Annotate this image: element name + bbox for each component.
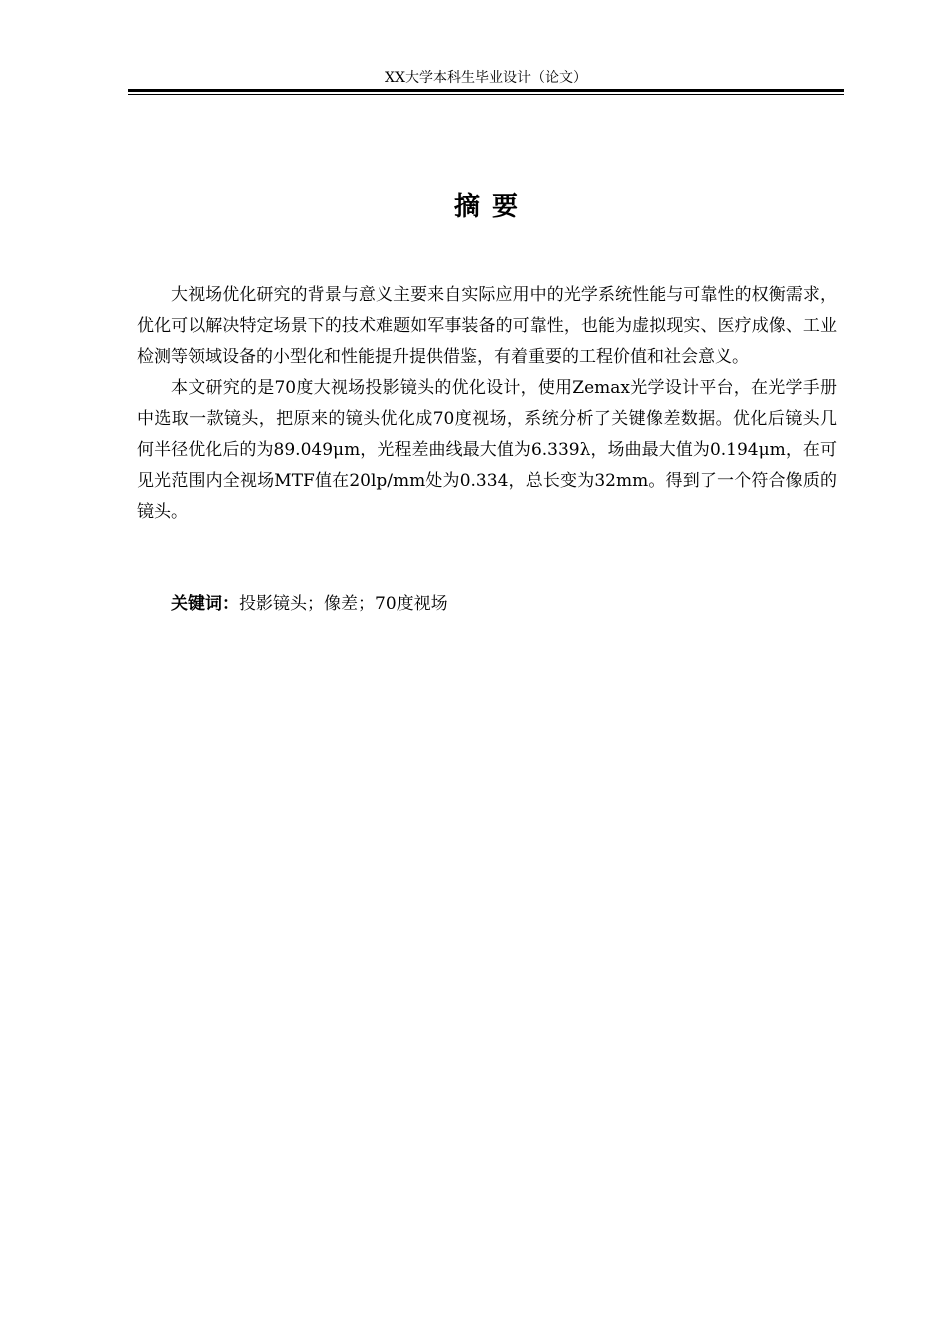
abstract-body <box>137 280 837 528</box>
header-rule-thin <box>128 94 844 95</box>
abstract-title: 摘要 <box>453 192 530 222</box>
header-rule-thick <box>128 89 844 92</box>
keywords-label: 关键词： <box>171 594 239 614</box>
running-header: XX大学本科生毕业设计（论文） <box>385 70 587 86</box>
abstract-paragraph-1: 大视场优化研究的背景与意义主要来自实际应用中的光学系统性能与可靠性的权衡需求，优化可以解决特定场景下的技术难题如军事装备的可靠性，也能为虚拟现实、医疗成像、工业检测等领域设备的小型化和性能提升提供借鉴，有着重要的工程价值和社会意义。 <box>137 285 837 367</box>
keywords-text: 投影镜头；像差；70度视场 <box>239 594 448 614</box>
abstract-paragraph-2: 本文研究的是70度大视场投影镜头的优化设计，使用Zemax光学设计平台，在光学手册中选取一款镜头，把原来的镜头优化成70度视场，系统分析了关键像差数据。优化后镜头几何半径优化后的为89.049μm，光程差曲线最大值为6.339λ，场曲最大值为0.194μm，在可见光范围内全视场MTF值在20lp/mm处为0.334，总长变为32mm。得到了一个符合像质的镜头。 <box>137 378 837 522</box>
keywords-line <box>137 589 837 620</box>
